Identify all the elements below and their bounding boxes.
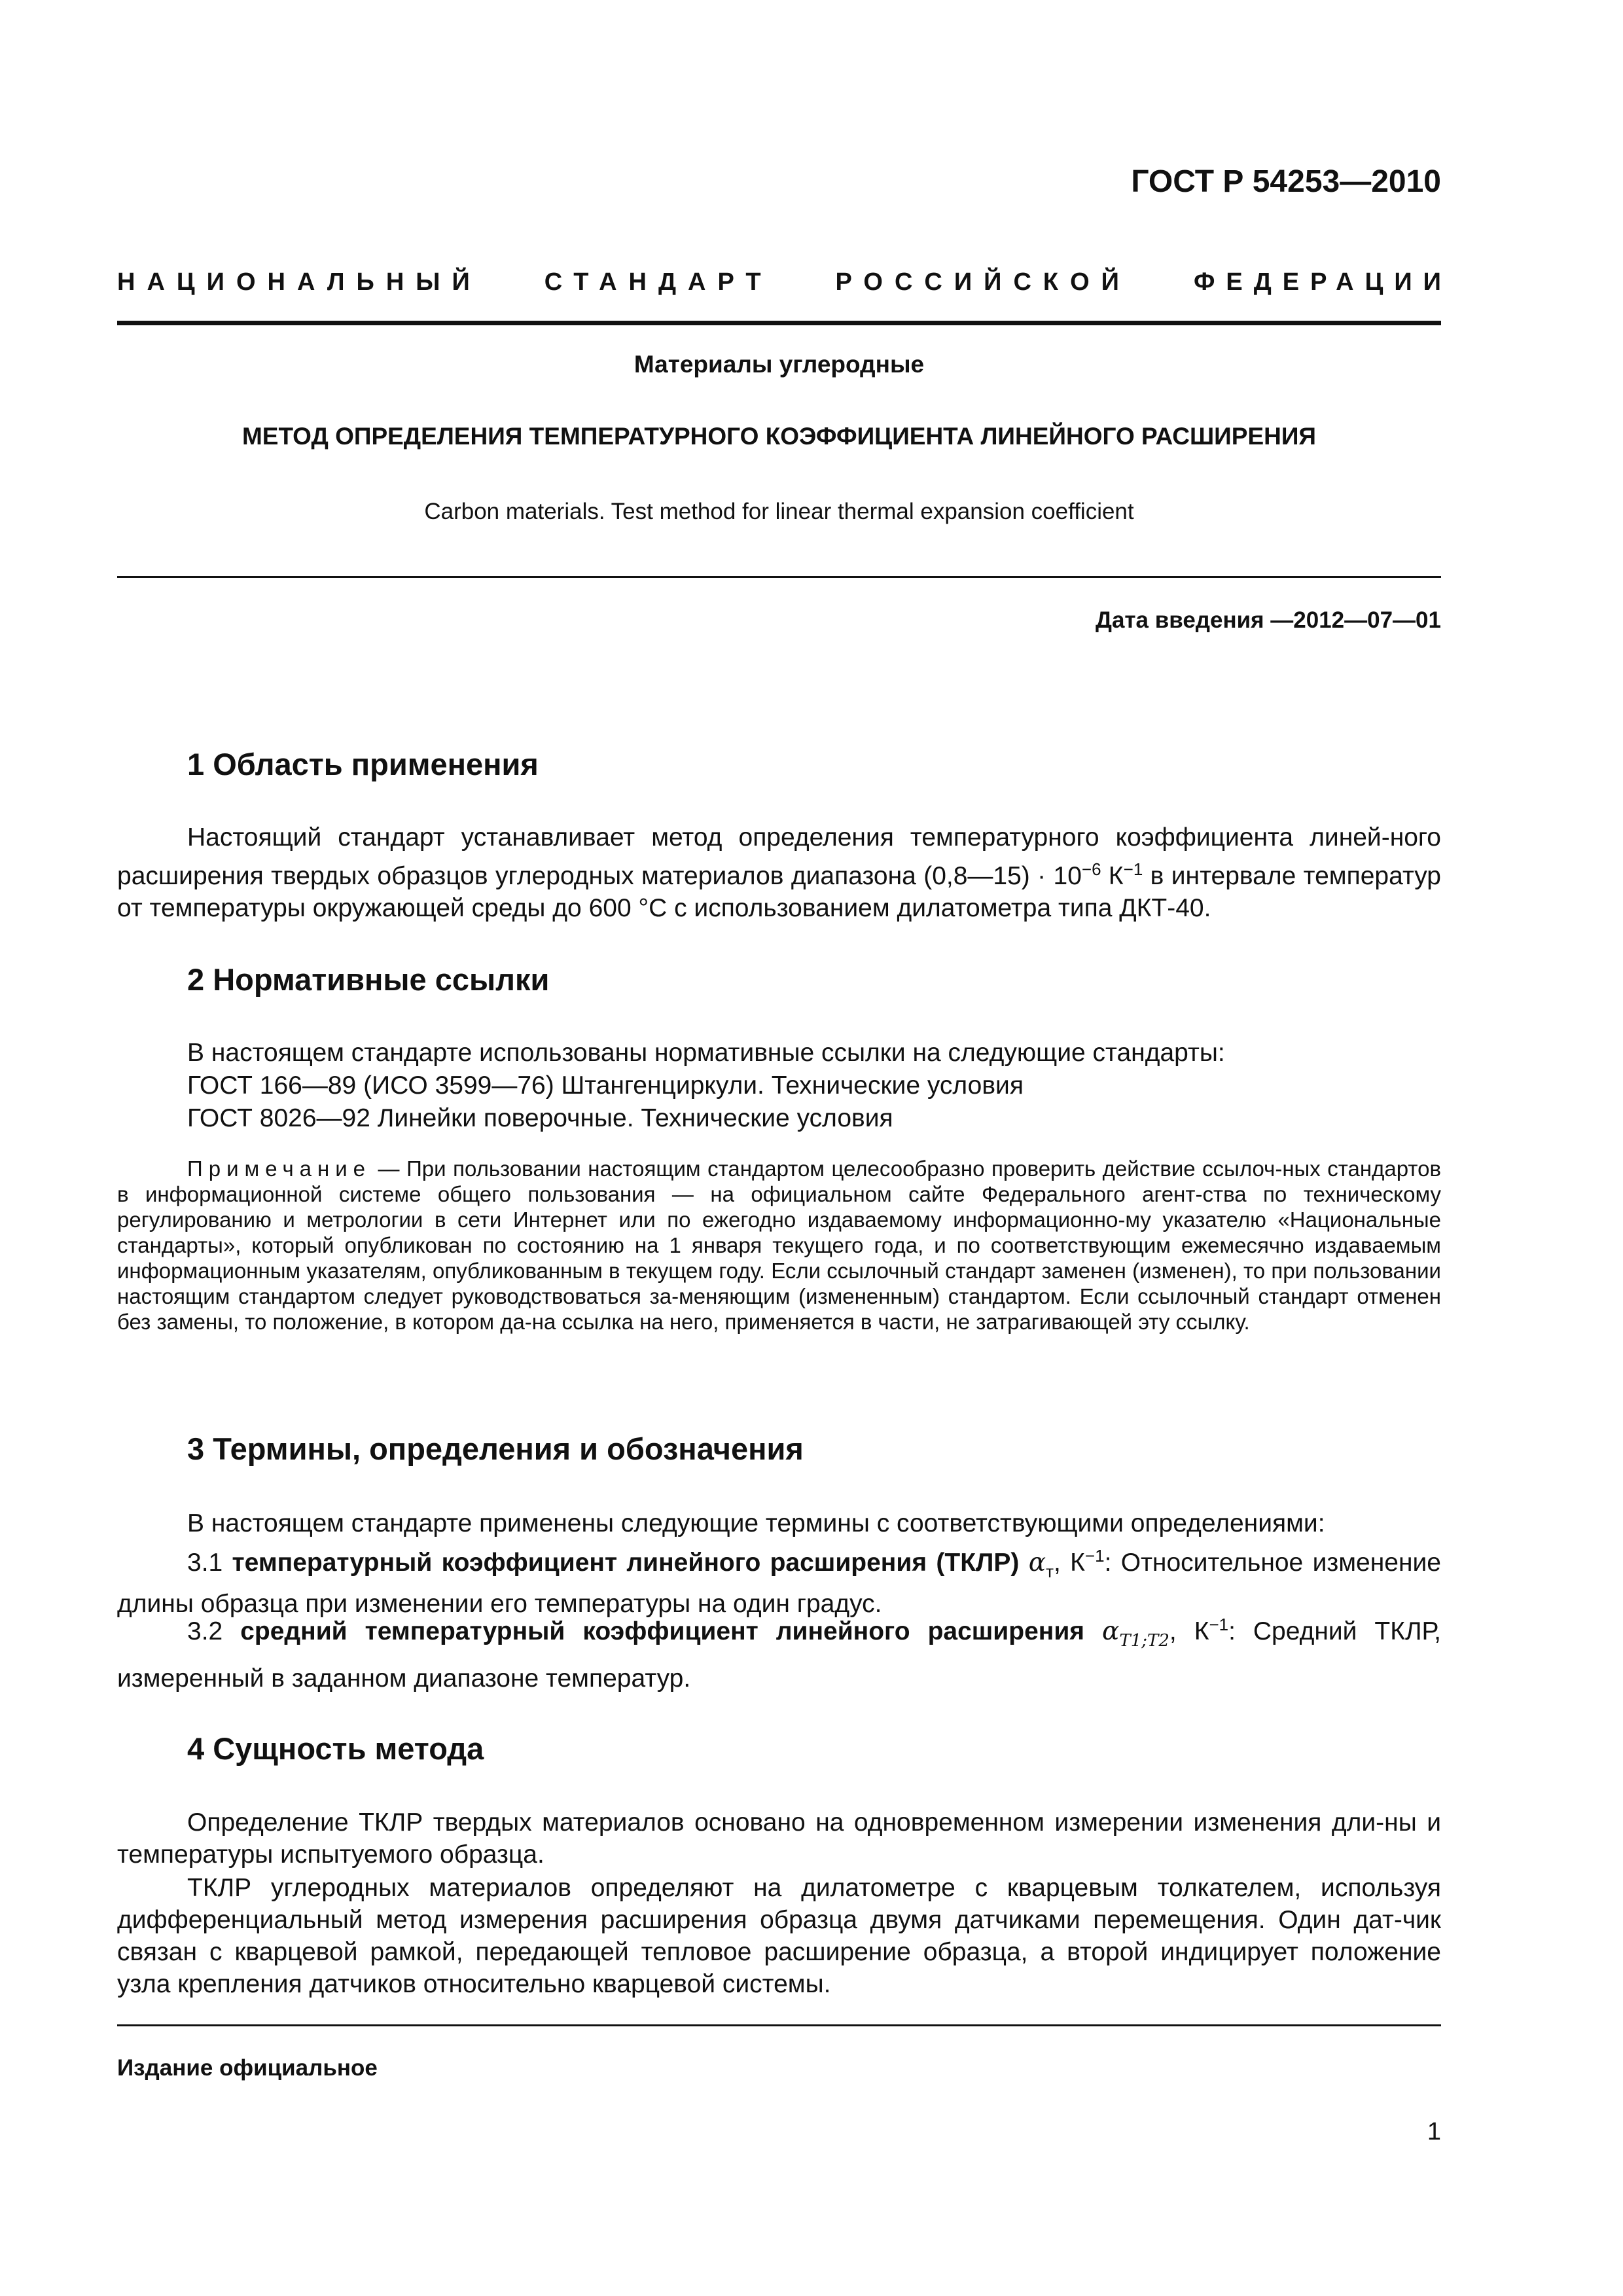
official-edition-label: Издание официальное	[117, 2055, 378, 2081]
section-2-heading: 2 Нормативные ссылки	[187, 962, 550, 997]
exponent: −6	[1081, 859, 1101, 879]
unit-text: , К	[1054, 1549, 1085, 1577]
normative-reference: ГОСТ 166—89 (ИСО 3599—76) Штангенциркули. Технические условия	[187, 1071, 1024, 1100]
term-number: 3.1	[187, 1549, 232, 1577]
exponent: −1	[1209, 1615, 1229, 1634]
symbol-subscript: T1;T2	[1119, 1631, 1169, 1651]
paragraph-text: Настоящий стандарт устанавливает метод определения температурного коэффициента линей-ного расширения твердых образцов углеродных материалов диапазона (0,8—15) · 10	[117, 823, 1441, 890]
section-1-heading: 1 Область применения	[187, 747, 539, 781]
national-standard-title	[117, 268, 1452, 296]
term-definition: : Относительное изменение длины образца при изменении его температуры на один градус.	[117, 1549, 1441, 1618]
section-4-heading: 4 Сущность метода	[187, 1731, 484, 1766]
term-symbol: α	[1028, 1548, 1046, 1577]
footer-divider	[117, 2024, 1441, 2026]
header-thick-rule	[117, 321, 1441, 325]
national-title-word: СТАНДАРТ	[544, 268, 773, 296]
normative-reference: ГОСТ 8026—92 Линейки поверочные. Технические условия	[187, 1104, 893, 1132]
symbol-subscript: т	[1046, 1562, 1054, 1581]
section-2-intro: В настоящем стандарте использованы нормативные ссылки на следующие стандарты:	[187, 1039, 1225, 1067]
term-definition: : Средний ТКЛР, измеренный в заданном диапазоне температур.	[117, 1617, 1442, 1693]
document-number: ГОСТ Р 54253—2010	[1131, 164, 1441, 199]
note-paragraph	[117, 1156, 1441, 1335]
document-main-title: МЕТОД ОПРЕДЕЛЕНИЯ ТЕМПЕРАТУРНОГО КОЭФФИЦИЕНТА ЛИНЕЙНОГО РАСШИРЕНИЯ	[241, 423, 1317, 450]
national-title-word: РОССИЙСКОЙ	[835, 268, 1131, 296]
section-3-intro: В настоящем стандарте применены следующие термины с соответствующими определениями:	[187, 1509, 1325, 1537]
term-number: 3.2	[187, 1617, 241, 1645]
exponent: −1	[1084, 1546, 1105, 1566]
title-divider	[117, 576, 1441, 578]
unit-text: К	[1101, 862, 1124, 890]
paragraph-text: в интервале температур от температуры окружающей среды до 600 °С с использованием дилатометра типа ДКТ-40.	[117, 862, 1441, 922]
page-number: 1	[1427, 2118, 1441, 2145]
section-4-paragraph: ТКЛР углеродных материалов определяют на дилатометре с кварцевым толкателем, используя дифференциальный метод измерения расширения образца двумя датчиками перемещения. Один дат-чик связан с кварцевой рамкой, передающей тепловое расширение образца, а второй индицирует положение узла крепления датчиков относительно кварцевой системы.	[117, 1874, 1441, 1998]
exponent: −1	[1123, 859, 1143, 879]
note-label: Примечание	[187, 1157, 372, 1181]
section-4-paragraph: Определение ТКЛР твердых материалов основано на одновременном измерении изменения дли-ны и температуры испытуемого образца.	[117, 1808, 1441, 1869]
term-name: средний температурный коэффициент линейного расширения	[240, 1617, 1085, 1645]
term-symbol: α	[1102, 1617, 1120, 1646]
document-subtitle: Материалы углеродные	[633, 351, 925, 378]
note-text: — При пользовании настоящим стандартом целесообразно проверить действие ссылоч-ных стандартов в информационной системе общего пользования — на официальном сайте Федерального агент-ства по техническому регулированию и метрологии в сети Интернет или по ежегодно издаваемому информационно-му указателю «Национальные стандарты», который опубликован по состоянию на 1 января текущего года, и по соответствующим ежемесячно издаваемым информационным указателям, опубликованным в текущем году. Если ссылочный стандарт заменен (изменен), то при пользовании настоящим стандартом следует руководствоваться за-меняющим (измененным) стандартом. Если ссылочный стандарт отменен без замены, то положение, в котором да-на ссылка на него, применяется в части, не затрагивающей эту ссылку.	[117, 1157, 1441, 1334]
english-title: Carbon materials. Test method for linear thermal expansion coefficient	[424, 499, 1134, 524]
term-3-2	[117, 1605, 1441, 1698]
national-title-word: НАЦИОНАЛЬНЫЙ	[117, 268, 482, 296]
national-title-word: ФЕДЕРАЦИИ	[1193, 268, 1452, 296]
unit-text: , К	[1169, 1617, 1209, 1645]
introduction-date: Дата введения —2012—07—01	[1096, 607, 1441, 633]
term-name: температурный коэффициент линейного расширения (ТКЛР)	[232, 1549, 1020, 1577]
section-3-heading: 3 Термины, определения и обозначения	[187, 1431, 804, 1466]
section-1-paragraph	[117, 821, 1441, 924]
